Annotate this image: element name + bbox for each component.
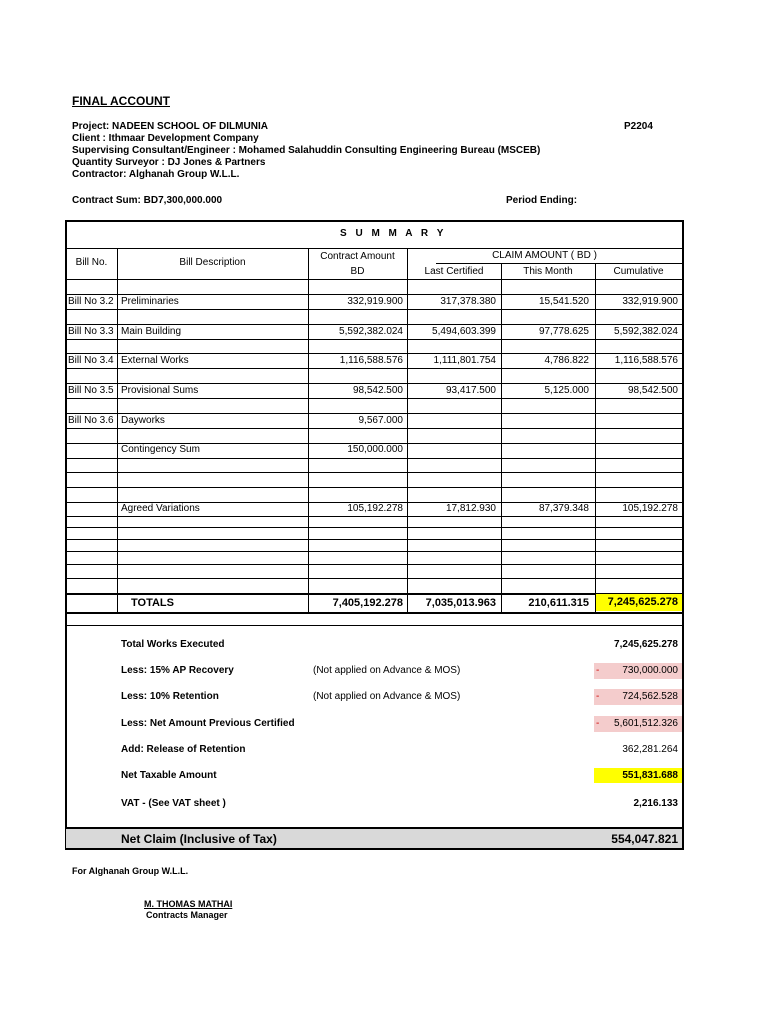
total-works-label: Total Works Executed: [121, 639, 225, 650]
net-taxable-value: 551,831.688: [594, 768, 682, 783]
totals-label: TOTALS: [131, 597, 174, 609]
retention-value: 724,562.528: [622, 691, 678, 702]
col-cumulative: Cumulative: [613, 266, 664, 277]
totals-cumulative: 7,245,625.278: [596, 594, 682, 611]
bill-description: Contingency Sum: [121, 444, 200, 455]
last-certified: 93,417.500: [445, 385, 496, 396]
contract-amount: 150,000.000: [347, 444, 403, 455]
project-line: Project: NADEEN SCHOOL OF DILMUNIA: [72, 121, 268, 132]
col-bill-no: Bill No.: [75, 257, 108, 268]
cumulative: 332,919.900: [622, 296, 678, 307]
col-claim-amount: CLAIM AMOUNT ( BD ): [492, 250, 597, 261]
bill-no: Bill No 3.3: [68, 326, 114, 337]
contractor-line: Contractor: Alghanah Group W.L.L.: [72, 169, 240, 180]
release-retention-label: Add: Release of Retention: [121, 744, 246, 755]
for-company: For Alghanah Group W.L.L.: [72, 866, 189, 876]
vat-label: VAT - (See VAT sheet ): [121, 798, 226, 809]
bill-description: Provisional Sums: [121, 385, 199, 396]
contract-amount: 98,542.500: [352, 385, 403, 396]
cumulative: 98,542.500: [627, 385, 678, 396]
bill-description: Main Building: [121, 326, 182, 337]
contract-amount: 332,919.900: [347, 296, 403, 307]
totals-last-certified: 7,035,013.963: [425, 597, 496, 609]
retention-cell: [594, 689, 682, 705]
col-contract-amount: Contract Amount: [320, 251, 395, 262]
minus-sign: -: [596, 718, 600, 729]
page-title: FINAL ACCOUNT: [72, 94, 170, 108]
col-bd: BD: [350, 266, 365, 277]
col-last-certified: Last Certified: [424, 266, 484, 277]
prev-certified-value: 5,601,512.326: [614, 718, 678, 729]
bill-no: Bill No 3.2: [68, 296, 114, 307]
this-month: 5,125.000: [544, 385, 589, 396]
this-month: 87,379.348: [538, 503, 589, 514]
last-certified: 1,111,801.754: [433, 355, 496, 366]
bill-no: Bill No 3.6: [68, 415, 114, 426]
ap-recovery-cell: [594, 663, 682, 679]
qs-line: Quantity Surveyor : DJ Jones & Partners: [72, 157, 266, 168]
ap-recovery-label: Less: 15% AP Recovery: [121, 665, 234, 676]
release-retention-value: 362,281.264: [622, 744, 678, 755]
summary-title: S U M M A R Y: [340, 228, 447, 239]
minus-sign: -: [596, 665, 600, 676]
summary-box: [65, 220, 684, 850]
retention-note: (Not applied on Advance & MOS): [313, 691, 461, 702]
bill-no: Bill No 3.4: [68, 355, 114, 366]
col-this-month: This Month: [523, 266, 573, 277]
this-month: 4,786.822: [544, 355, 589, 366]
contract-amount: 9,567.000: [358, 415, 403, 426]
last-certified: 317,378.380: [440, 296, 496, 307]
last-certified: 5,494,603.399: [432, 326, 496, 337]
retention-label: Less: 10% Retention: [121, 691, 219, 702]
bill-no: Bill No 3.5: [68, 385, 114, 396]
bill-description: Dayworks: [121, 415, 165, 426]
signatory-title: Contracts Manager: [146, 910, 228, 920]
bill-description: Preliminaries: [121, 296, 179, 307]
totals-this-month: 210,611.315: [528, 597, 589, 609]
client-line: Client : Ithmaar Development Company: [72, 133, 259, 144]
minus-sign: -: [596, 691, 600, 702]
consultant-line: Supervising Consultant/Engineer : Mohamed Salahuddin Consulting Engineering Bureau (MSCEB): [72, 145, 541, 156]
vat-value: 2,216.133: [633, 798, 678, 809]
totals-contract: 7,405,192.278: [332, 597, 403, 609]
prev-certified-label: Less: Net Amount Previous Certified: [121, 718, 295, 729]
cumulative: 5,592,382.024: [614, 326, 678, 337]
signatory-name: M. THOMAS MATHAI: [144, 899, 233, 909]
project-code: P2204: [624, 121, 653, 132]
period-ending: Period Ending:: [506, 195, 578, 206]
net-claim-value: 554,047.821: [611, 832, 678, 846]
last-certified: 17,812.930: [445, 503, 496, 514]
col-bill-description: Bill Description: [179, 257, 246, 268]
contract-amount: 105,192.278: [347, 503, 403, 514]
contract-amount: 1,116,588.576: [339, 355, 403, 366]
net-claim-label: Net Claim (Inclusive of Tax): [121, 832, 277, 846]
this-month: 15,541.520: [538, 296, 589, 307]
ap-recovery-note: (Not applied on Advance & MOS): [313, 665, 461, 676]
cumulative: 105,192.278: [622, 503, 678, 514]
prev-certified-cell: [594, 716, 682, 732]
bill-description: External Works: [121, 355, 189, 366]
total-works-value: 7,245,625.278: [614, 639, 678, 650]
bill-description: Agreed Variations: [121, 503, 200, 514]
net-taxable-label: Net Taxable Amount: [121, 770, 217, 781]
this-month: 97,778.625: [538, 326, 589, 337]
contract-sum: Contract Sum: BD7,300,000.000: [72, 195, 223, 206]
cumulative: 1,116,588.576: [614, 355, 678, 366]
ap-recovery-value: 730,000.000: [622, 665, 678, 676]
contract-amount: 5,592,382.024: [339, 326, 403, 337]
